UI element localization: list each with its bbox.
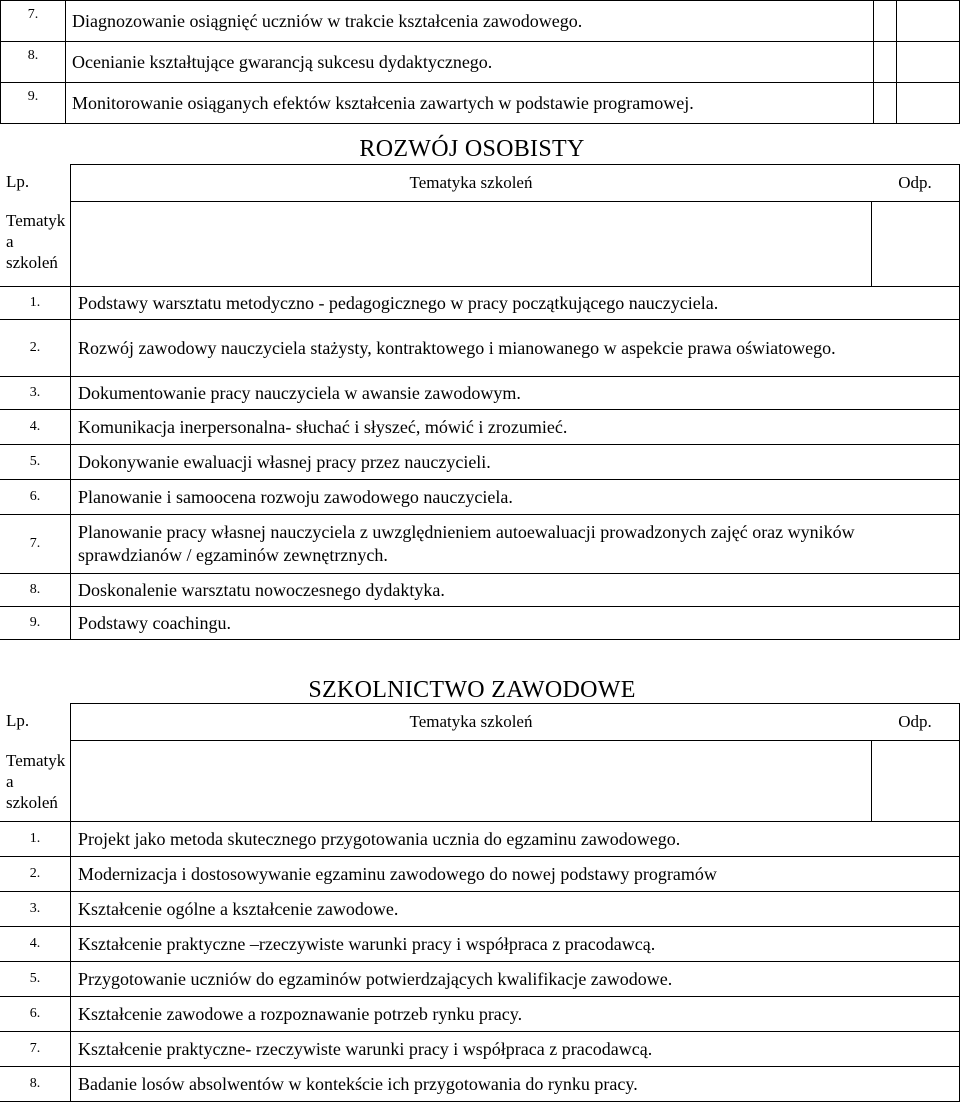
table-row <box>0 287 960 320</box>
row-number: 1. <box>0 287 71 320</box>
header-row <box>0 704 960 741</box>
column-header-topic: Tematyka szkoleń <box>71 704 872 741</box>
table-row <box>0 445 960 480</box>
row-topic: Kształcenie zawodowe a rozpoznawanie potrzeb rynku pracy. <box>71 997 960 1032</box>
row-topic: Monitorowanie osiąganych efektów kształcenia zawartych w podstawie programowej. <box>66 83 874 124</box>
empty-cell <box>0 165 71 202</box>
row-topic: Kształcenie praktyczne –rzeczywiste warunki pracy i współpraca z pracodawcą. <box>71 927 960 962</box>
column-header-odp: Odp. <box>871 704 960 741</box>
row-number: 8. <box>1 42 66 83</box>
row-number: 7. <box>0 1032 71 1067</box>
table-row <box>0 320 960 377</box>
header-filler-row <box>0 741 960 822</box>
row-number: 8. <box>0 1067 71 1102</box>
empty-cell <box>871 741 960 822</box>
empty-cell <box>0 202 71 287</box>
row-topic: Ocenianie kształtujące gwarancją sukcesu dydaktycznego. <box>66 42 874 83</box>
section-title: SZKOLNICTWO ZAWODOWE <box>308 677 636 703</box>
table-row <box>1 83 960 124</box>
table-row <box>0 892 960 927</box>
row-topic: Komunikacja inerpersonalna- słuchać i słyszeć, mówić i zrozumieć. <box>71 410 960 445</box>
top-table <box>0 0 960 124</box>
empty-cell <box>874 83 897 124</box>
section-table-rozwoj <box>0 164 960 640</box>
header-row <box>0 165 960 202</box>
table-row <box>0 607 960 640</box>
lp-label: Lp. <box>6 711 30 730</box>
row-topic: Doskonalenie warsztatu nowoczesnego dydaktyka. <box>71 574 960 607</box>
row-topic: Kształcenie praktyczne- rzeczywiste warunki pracy i współpraca z pracodawcą. <box>71 1032 960 1067</box>
row-topic: Dokonywanie ewaluacji własnej pracy przez nauczycieli. <box>71 445 960 480</box>
table-row <box>1 1 960 42</box>
side-topic-label: Tematyk a szkoleń <box>6 211 66 272</box>
empty-cell <box>897 83 960 124</box>
side-topic-label: Tematyk a szkoleń <box>6 751 66 812</box>
row-topic: Rozwój zawodowy nauczyciela stażysty, kontraktowego i mianowanego w aspekcie prawa oświatowego. <box>71 320 960 377</box>
table-row <box>0 1032 960 1067</box>
empty-cell <box>871 202 960 287</box>
table-row <box>0 1067 960 1102</box>
empty-cell <box>0 741 71 822</box>
empty-cell <box>874 1 897 42</box>
row-topic: Podstawy coachingu. <box>71 607 960 640</box>
row-topic: Przygotowanie uczniów do egzaminów potwierdzających kwalifikacje zawodowe. <box>71 962 960 997</box>
row-topic: Planowanie pracy własnej nauczyciela z uwzględnieniem autoewaluacji prowadzonych zajęć oraz wyników sprawdzianów / egzaminów zewnętrznych. <box>71 515 960 574</box>
row-number: 3. <box>0 892 71 927</box>
table-row <box>0 857 960 892</box>
row-topic: Podstawy warsztatu metodyczno - pedagogicznego w pracy początkującego nauczyciela. <box>71 287 960 320</box>
row-topic: Diagnozowanie osiągnięć uczniów w trakcie kształcenia zawodowego. <box>66 1 874 42</box>
row-number: 4. <box>0 410 71 445</box>
empty-cell <box>0 704 71 741</box>
row-number: 3. <box>0 377 71 410</box>
table-row <box>0 515 960 574</box>
row-topic: Planowanie i samoocena rozwoju zawodowego nauczyciela. <box>71 480 960 515</box>
row-number: 6. <box>0 997 71 1032</box>
empty-cell <box>874 42 897 83</box>
section-title: ROZWÓJ OSOBISTY <box>359 136 585 162</box>
empty-cell <box>897 42 960 83</box>
header-filler-row <box>0 202 960 287</box>
row-number: 6. <box>0 480 71 515</box>
table-row <box>0 962 960 997</box>
row-number: 2. <box>0 320 71 377</box>
row-number: 5. <box>0 962 71 997</box>
row-number: 8. <box>0 574 71 607</box>
table-row <box>0 997 960 1032</box>
row-topic: Projekt jako metoda skutecznego przygotowania ucznia do egzaminu zawodowego. <box>71 822 960 857</box>
column-header-odp: Odp. <box>871 165 960 202</box>
row-topic: Kształcenie ogólne a kształcenie zawodowe. <box>71 892 960 927</box>
row-topic: Modernizacja i dostosowywanie egzaminu zawodowego do nowej podstawy programów <box>71 857 960 892</box>
row-number: 9. <box>1 83 66 124</box>
row-number: 2. <box>0 857 71 892</box>
row-topic: Dokumentowanie pracy nauczyciela w awansie zawodowym. <box>71 377 960 410</box>
empty-cell <box>71 741 872 822</box>
column-header-topic: Tematyka szkoleń <box>71 165 872 202</box>
empty-cell <box>71 202 872 287</box>
section-table-szkolnictwo <box>0 703 960 1102</box>
row-number: 7. <box>0 515 71 574</box>
table-row <box>0 822 960 857</box>
row-number: 9. <box>0 607 71 640</box>
row-topic: Badanie losów absolwentów w kontekście ich przygotowania do rynku pracy. <box>71 1067 960 1102</box>
lp-label: Lp. <box>6 172 30 191</box>
row-number: 4. <box>0 927 71 962</box>
empty-cell <box>897 1 960 42</box>
table-row <box>0 480 960 515</box>
row-number: 7. <box>1 1 66 42</box>
row-number: 1. <box>0 822 71 857</box>
table-row <box>0 377 960 410</box>
table-row <box>1 42 960 83</box>
table-row <box>0 574 960 607</box>
table-row <box>0 410 960 445</box>
row-number: 5. <box>0 445 71 480</box>
table-row <box>0 927 960 962</box>
